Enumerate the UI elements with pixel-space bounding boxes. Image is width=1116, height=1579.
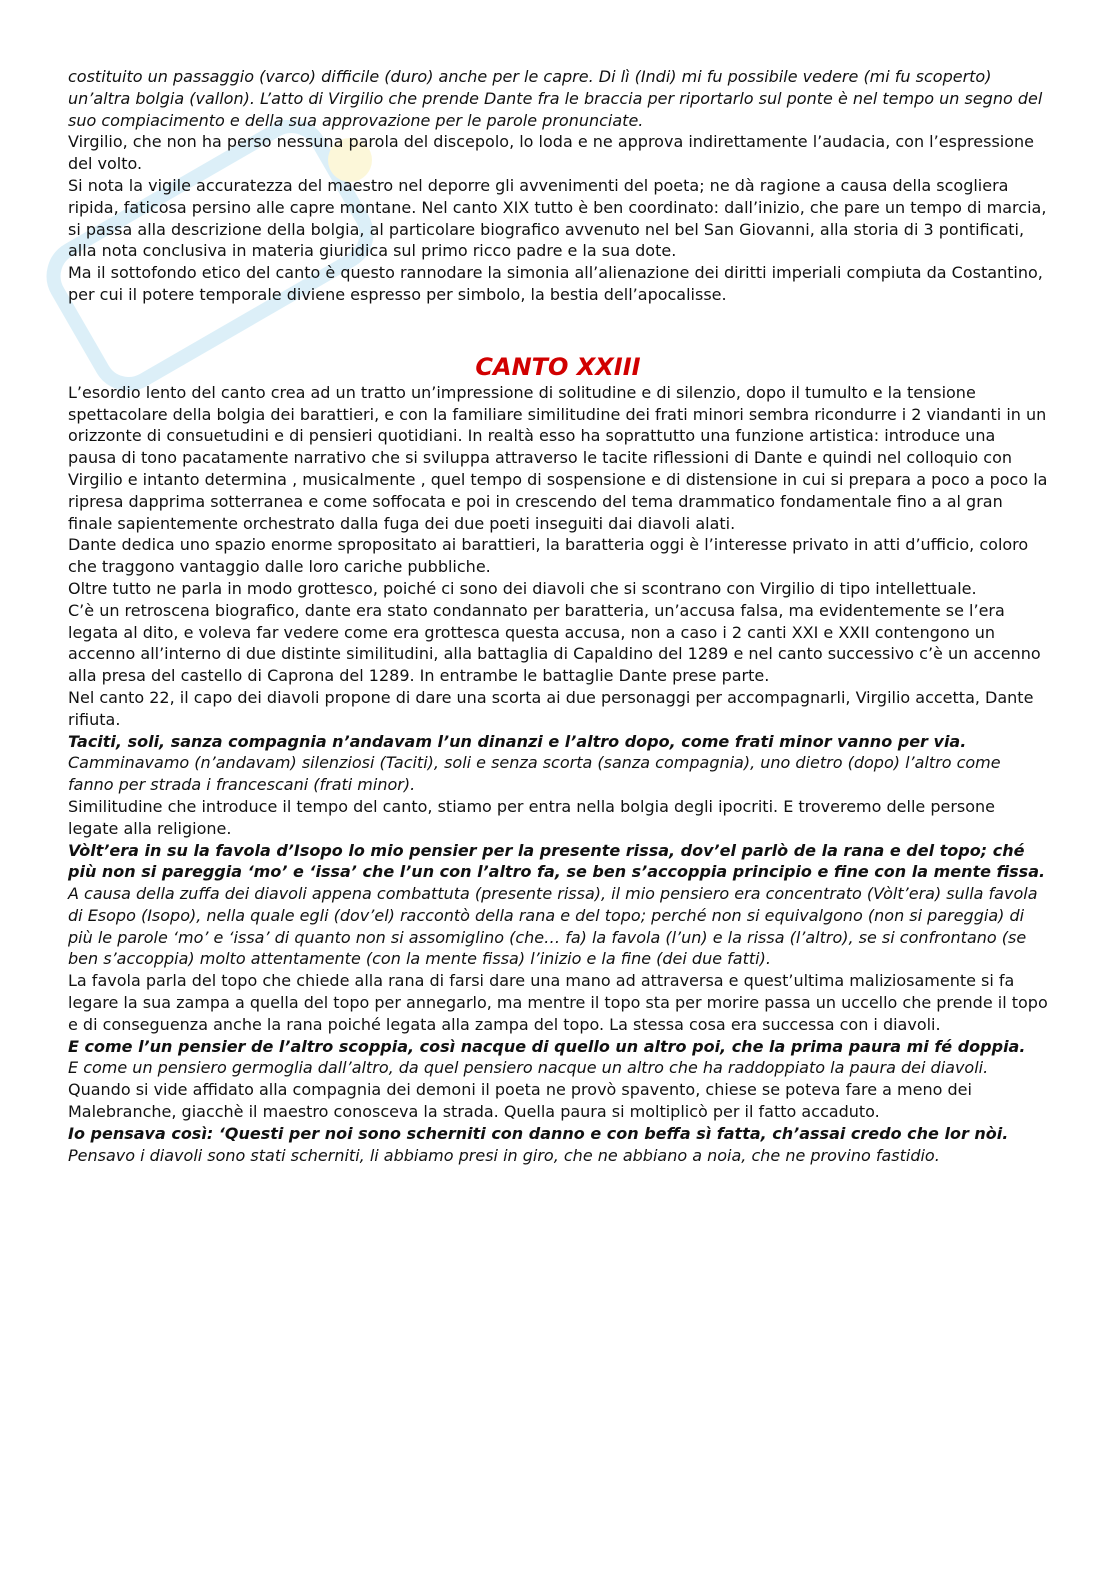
paragraph: La favola parla del topo che chiede alla rana di farsi dare una mano ad attraversa e quest’ultima maliziosamente si fa legare la sua zampa a quella del topo per annegarlo, ma mentre il topo sta per morire passa un uccello che prende il topo e di conseguenza anche la rana poiché legata alla zampa del topo. La stessa cosa era successa con i diavoli. <box>68 971 1048 1034</box>
verse-quote: Vòlt’era in su la favola d’Isopo lo mio pensier per la presente rissa, dov’el parlò de la rana e del topo; ché più non si pareggia ‘mo’ e ‘issa’ che l’un con l’altro fa, se ben s’accoppia principio e fine con la mente fissa. <box>68 840 1046 882</box>
paragraph: Oltre tutto ne parla in modo grottesco, poiché ci sono dei diavoli che si scontrano con Virgilio di tipo intellettuale. <box>68 578 977 598</box>
paragraph: Si nota la vigile accuratezza del maestro nel deporre gli avvenimenti del poeta; ne dà ragione a causa della scogliera ripida, faticosa persino alle capre montane. Nel canto XIX tutto è ben coordinato: dall’inizio, che pare un tempo di marcia, si passa alla descrizione della bolgia, al particolare biografico avvenuto nel bel San Giovanni, alla storia di 3 pontificati, alla nota conclusiva in materia giuridica sul primo ricco padre e la sua dote. <box>68 175 1047 261</box>
paragraph: C’è un retroscena biografico, dante era stato condannato per baratteria, un’accusa falsa, ma evidentemente se l’era legata al dito, e voleva far vedere come era grottesca questa accusa, non a caso i 2 canti XXI e XXII contengono un accenno all’interno di due distinte similitudini, alla battaglia di Capaldino del 1289 e nel canto successivo c’è un accenno alla presa del castello di Caprona del 1289. In entrambe le battaglie Dante prese parte. <box>68 600 1041 686</box>
paragraph: Dante dedica uno spazio enorme spropositato ai barattieri, la baratteria oggi è l’interesse privato in atti d’ufficio, coloro che traggono vantaggio dalle loro cariche pubbliche. <box>68 535 1029 577</box>
paragraph: Quando si vide affidato alla compagnia dei demoni il poeta ne provò spavento, chiese se poteva fare a meno dei Malebranche, giacchè il maestro conosceva la strada. Quella paura si moltiplicò per il fatto accaduto. <box>68 1080 972 1122</box>
canto-xxiii-section <box>68 382 1048 1167</box>
top-section <box>68 66 1048 306</box>
paragraph: L’esordio lento del canto crea ad un tratto un’impressione di solitudine e di silenzio, dopo il tumulto e la tensione spettacolare della bolgia dei barattieri, e con la familiare similitudine dei frati minori sembra ricondurre i 2 viandanti in un orizzonte di consuetudini e di pensieri quotidiani. In realtà esso ha soprattutto una funzione artistica: introduce una pausa di tono pacatamente narrativo che si sviluppa attraverso le tacite riflessioni di Dante e quindi nel colloquio con Virgilio e intanto determina , musicalmente , quel tempo di sospensione e di distensione in cui si prepara a poco a poco la ripresa dapprima sotterranea e come soffocata e poi in crescendo del tema drammatico fondamentale fino a al gran finale sapientemente orchestrato dalla fuga dei due poeti inseguiti dai diavoli alati. <box>68 382 1048 533</box>
paraphrase-paragraph: E come un pensiero germoglia dall’altro, da quel pensiero nacque un altro che ha raddoppiato la paura dei diavoli. <box>68 1058 989 1078</box>
paragraph: Nel canto 22, il capo dei diavoli propone di dare una scorta ai due personaggi per accompagnarli, Virgilio accetta, Dante rifiuta. <box>68 687 1034 729</box>
document-page <box>68 66 1048 1166</box>
paraphrase-paragraph: Pensavo i diavoli sono stati scherniti, li abbiamo presi in giro, che ne abbiano a noia, che ne provino fastidio. <box>68 1145 940 1165</box>
paragraph: Virgilio, che non ha perso nessuna parola del discepolo, lo loda e ne approva indirettamente l’audacia, con l’espressione del volto. <box>68 132 1035 174</box>
verse-quote: Io pensava così: ‘Questi per noi sono scherniti con danno e con beffa sì fatta, ch’assai credo che lor nòi. <box>68 1123 1009 1143</box>
verse-quote: E come l’un pensier de l’altro scoppia, così nacque di quello un altro poi, che la prima paura mi fé doppia. <box>68 1036 1026 1056</box>
paraphrase-paragraph: Camminavamo (n’andavam) silenziosi (Taciti), soli e senza scorta (sanza compagnia), uno dietro (dopo) l’altro come fanno per strada i francescani (frati minor). <box>68 753 1001 795</box>
paraphrase-paragraph: costituito un passaggio (varco) difficile (duro) anche per le capre. Di lì (Indi) mi fu possibile vedere (mi fu scoperto) un’altra bolgia (vallon). L’atto di Virgilio che prende Dante fra le braccia per riportarlo sul ponte è nel tempo un segno del suo compiacimento e della sua approvazione per le parole pronunciate. <box>68 67 1043 130</box>
section-heading: CANTO XXIII <box>475 352 641 381</box>
paragraph: Similitudine che introduce il tempo del canto, stiamo per entra nella bolgia degli ipocriti. E troveremo delle persone legate alla religione. <box>68 796 996 838</box>
verse-quote: Taciti, soli, sanza compagnia n’andavam l’un dinanzi e l’altro dopo, come frati minor vanno per via. <box>68 731 967 751</box>
paraphrase-paragraph: A causa della zuffa dei diavoli appena combattuta (presente rissa), il mio pensiero era concentrato (Vòlt’era) sulla favola di Esopo (Isopo), nella quale egli (dov’el) raccontò della rana e del topo; perché non si equivalgono (non si pareggia) di più le parole ‘mo’ e ‘issa’ di quanto non si assomiglino (che… fa) la favola (l’un) e la rissa (l’altro), se si confrontano (se ben s’accoppia) molto attentamente (con la mente fissa) l’inizio e la fine (dei due fatti). <box>68 884 1038 969</box>
paragraph: Ma il sottofondo etico del canto è questo rannodare la simonia all’alienazione dei diritti imperiali compiuta da Costantino, per cui il potere temporale diviene espresso per simbolo, la bestia dell’apocalisse. <box>68 263 1043 304</box>
